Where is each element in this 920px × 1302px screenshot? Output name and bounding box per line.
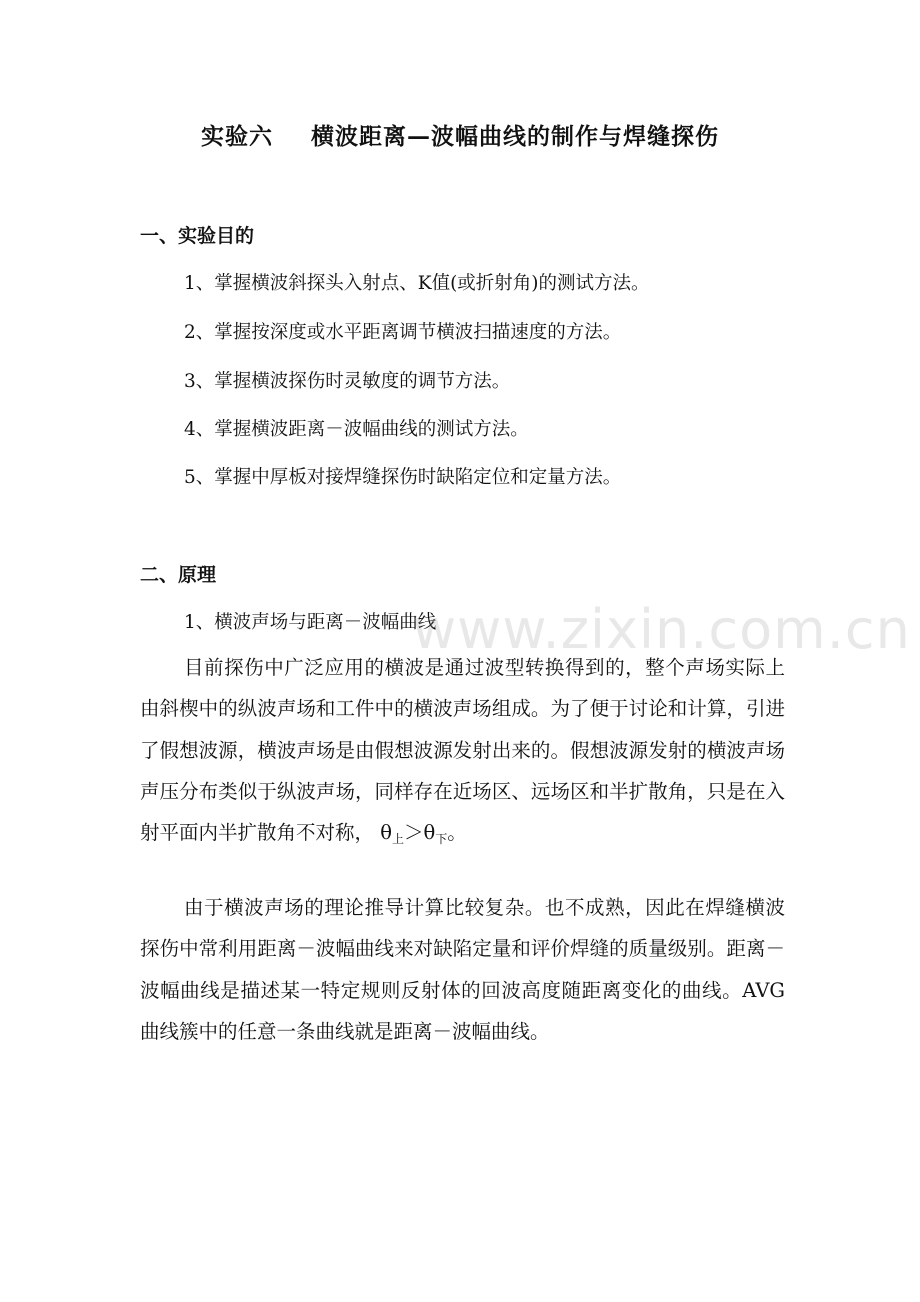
purpose-item: 1、掌握横波斜探头入射点、K值(或折射角)的测试方法。: [184, 273, 650, 294]
purpose-item: 2、掌握按深度或水平距离调节横波扫描速度的方法。: [184, 322, 622, 343]
section-heading-purpose: 一、实验目的: [140, 225, 255, 247]
theta-symbol: θ: [423, 821, 436, 845]
title-experiment-name: 横波距离—波幅曲线的制作与焊缝探伤: [311, 123, 719, 150]
watermark: www.zixin.com.cn: [412, 598, 911, 661]
purpose-item: 4、掌握横波距离－波幅曲线的测试方法。: [184, 419, 529, 440]
purpose-item: 3、掌握横波探伤时灵敏度的调节方法。: [184, 371, 511, 392]
document-title: [0, 118, 920, 151]
sentence-end: 。: [447, 821, 467, 845]
principle-subheading: 1、横波声场与距离－波幅曲线: [184, 612, 437, 633]
principle-paragraph-2: 由于横波声场的理论推导计算比较复杂。也不成熟，因此在焊缝横波探伤中常利用距离－波幅曲线来对缺陷定量和评价焊缝的质量级别。距离－波幅曲线是描述某一特定规则反射体的回波高度随距离变化的曲线。AVG曲线簇中的任意一条曲线就是距离－波幅曲线。: [140, 896, 785, 1043]
paragraph-text: 目前探伤中广泛应用的横波是通过波型转换得到的，整个声场实际上由斜楔中的纵波声场和工件中的横波声场组成。为了便于讨论和计算，引进了假想波源，横波声场是由假想波源发射出来的。假想波源发射的横波声场声压分布类似于纵波声场，同样存在近场区、远场区和半扩散角，只是在入射平面内半扩散角不对称，: [140, 656, 785, 845]
theta-symbol: θ: [380, 821, 392, 845]
greater-than-sign: ＞: [403, 821, 424, 845]
section-heading-principle: 二、原理: [140, 564, 217, 586]
principle-paragraph-1: [140, 647, 785, 860]
subscript-lower: 下: [435, 832, 448, 847]
purpose-item: 5、掌握中厚板对接焊缝探伤时缺陷定位和定量方法。: [184, 467, 622, 488]
subscript-upper: 上: [391, 832, 404, 847]
title-experiment-number: 实验六: [201, 123, 273, 150]
